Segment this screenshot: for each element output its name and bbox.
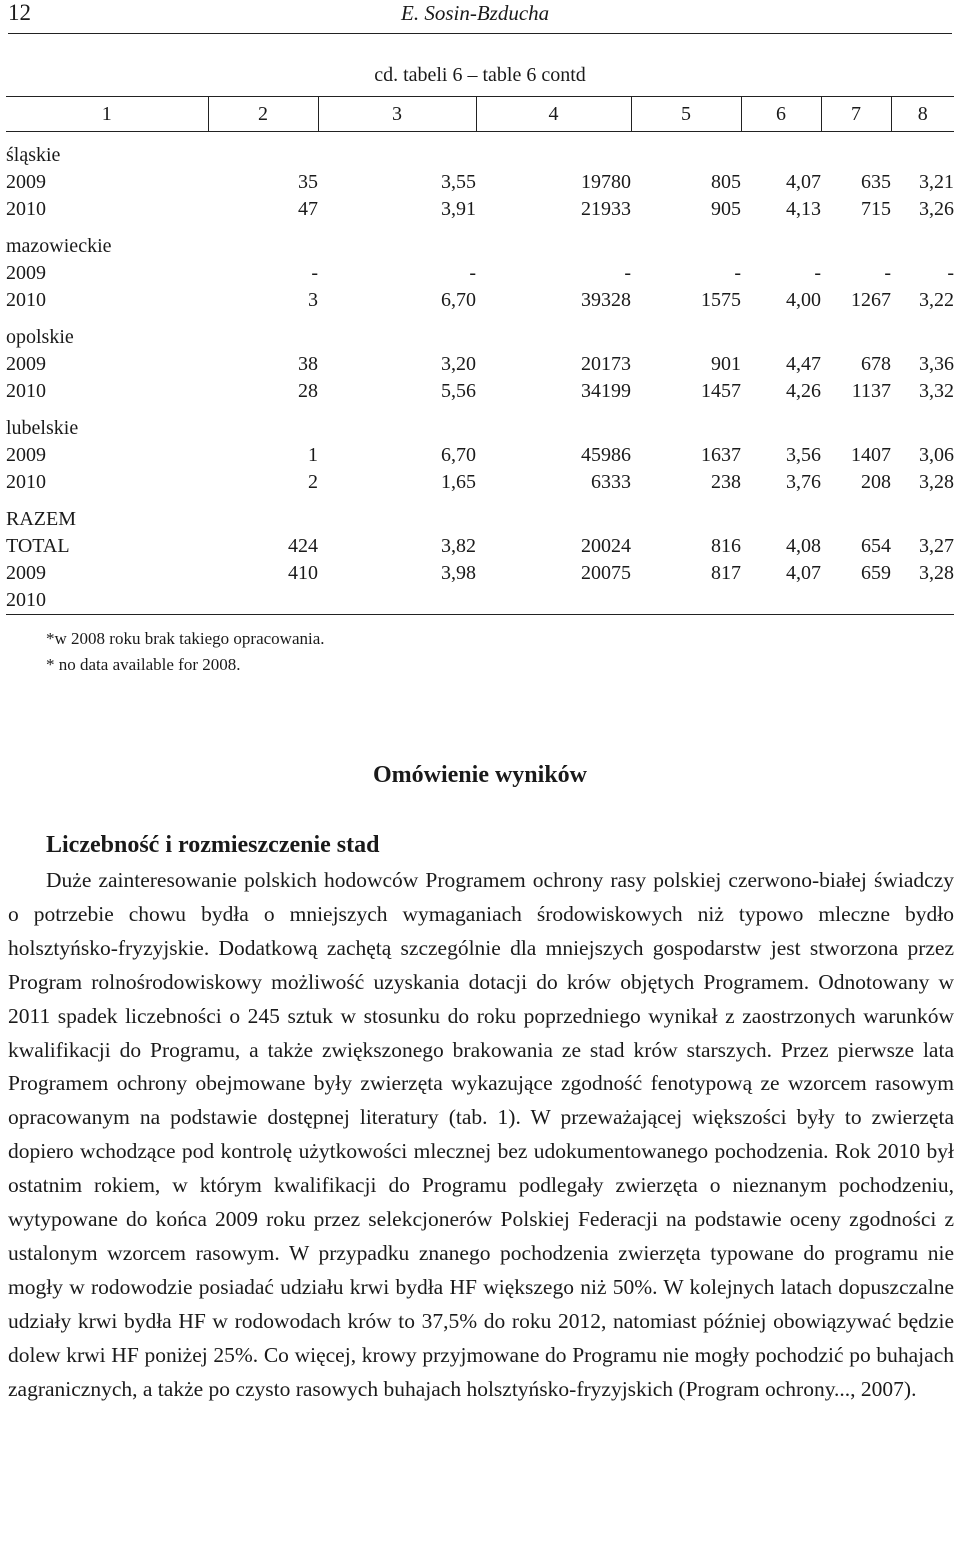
group-label-row (6, 132, 954, 170)
cell: 19780 (581, 171, 631, 193)
column-header: 3 (318, 97, 476, 132)
year-cell: 2010 (6, 289, 46, 311)
subsection-title: Liczebność i rozmieszczenie stad (46, 832, 380, 858)
page-header (8, 0, 952, 32)
table-row (6, 469, 954, 496)
cell: 28 (298, 380, 318, 402)
year-cell: 2009 (6, 262, 46, 284)
cell: - (734, 262, 741, 284)
running-head: E. Sosin-Bzducha (401, 1, 550, 25)
cell: 6,70 (441, 289, 476, 311)
cell: 35 (298, 171, 318, 193)
cell: 20075 (581, 562, 631, 584)
year-cell: 2009 (6, 171, 46, 193)
table-row (6, 533, 954, 560)
cell: 47 (298, 198, 318, 220)
table-row (6, 560, 954, 587)
cell: 34199 (581, 380, 631, 402)
cell: - (884, 262, 891, 284)
cell: 3,20 (441, 353, 476, 375)
total-label: TOTAL (6, 535, 70, 557)
cell: 45986 (581, 444, 631, 466)
table-header-row (6, 97, 954, 132)
column-header: 5 (631, 97, 741, 132)
year-cell: 2010 (6, 589, 46, 611)
table-row (6, 587, 954, 615)
column-header: 4 (476, 97, 631, 132)
cell: 3,28 (919, 471, 954, 493)
cell: 3,98 (441, 562, 476, 584)
cell: 3,28 (919, 562, 954, 584)
cell: - (311, 262, 318, 284)
group-label-row (6, 223, 954, 260)
cell: 3,76 (786, 471, 821, 493)
cell: 3,55 (441, 171, 476, 193)
cell: 3,27 (919, 535, 954, 557)
cell: 4,13 (786, 198, 821, 220)
cell: 3,32 (919, 380, 954, 402)
cell: - (947, 262, 954, 284)
cell: 905 (711, 198, 741, 220)
cell: 208 (861, 471, 891, 493)
column-header: 1 (6, 97, 208, 132)
cell: 3,21 (919, 171, 954, 193)
cell: - (814, 262, 821, 284)
table-row (6, 169, 954, 196)
cell: 4,08 (786, 535, 821, 557)
footnote: * no data available for 2008. (46, 655, 241, 674)
cell: 1575 (701, 289, 741, 311)
cell: 805 (711, 171, 741, 193)
total-label-row (6, 496, 954, 533)
cell: 4,00 (786, 289, 821, 311)
cell: 4,07 (786, 171, 821, 193)
cell: 4,07 (786, 562, 821, 584)
cell: 654 (861, 535, 891, 557)
cell: 816 (711, 535, 741, 557)
group-label: opolskie (6, 326, 74, 348)
group-label: mazowieckie (6, 235, 112, 257)
cell: 238 (711, 471, 741, 493)
section-title: Omówienie wyników (372, 762, 587, 788)
cell: - (469, 262, 476, 284)
data-table (6, 96, 954, 615)
cell: 39328 (581, 289, 631, 311)
column-header: 8 (891, 97, 954, 132)
cell: 3,36 (919, 353, 954, 375)
cell: 3 (308, 289, 318, 311)
cell: 817 (711, 562, 741, 584)
header-rule (8, 33, 952, 34)
cell: 4,26 (786, 380, 821, 402)
cell: 1407 (851, 444, 891, 466)
group-label: śląskie (6, 144, 61, 166)
total-label: RAZEM (6, 508, 76, 530)
cell: 1457 (701, 380, 741, 402)
year-cell: 2009 (6, 444, 46, 466)
cell: 410 (288, 562, 318, 584)
group-label: lubelskie (6, 417, 79, 439)
table-row (6, 378, 954, 405)
table-row (6, 260, 954, 287)
table-row (6, 351, 954, 378)
cell: 901 (711, 353, 741, 375)
cell: 3,56 (786, 444, 821, 466)
cell: 21933 (581, 198, 631, 220)
cell: 1637 (701, 444, 741, 466)
table-row (6, 287, 954, 314)
group-label-row (6, 314, 954, 351)
cell: 5,56 (441, 380, 476, 402)
cell: 20173 (581, 353, 631, 375)
cell: 1267 (851, 289, 891, 311)
cell: 424 (288, 535, 318, 557)
cell: 3,26 (919, 198, 954, 220)
table-bottom-rule (6, 615, 954, 616)
year-cell: 2010 (6, 198, 46, 220)
table-footnotes (46, 626, 325, 678)
column-header: 2 (208, 97, 318, 132)
cell: 6333 (591, 471, 631, 493)
year-cell: 2010 (6, 380, 46, 402)
cell: 635 (861, 171, 891, 193)
cell: 3,82 (441, 535, 476, 557)
footnote: *w 2008 roku brak takiego opracowania. (46, 629, 325, 648)
page-number: 12 (8, 0, 31, 25)
cell: 659 (861, 562, 891, 584)
column-header: 7 (821, 97, 891, 132)
cell: 3,06 (919, 444, 954, 466)
year-cell: 2009 (6, 562, 46, 584)
cell: 3,91 (441, 198, 476, 220)
year-cell: 2010 (6, 471, 46, 493)
table-row (6, 196, 954, 223)
body-paragraph: Duże zainteresowanie polskich hodowców Programem ochrony rasy polskiej czerwono-białej świadczy o potrzebie chowu bydła o mniejszych wymaganiach środowiskowych niż typowo mleczne bydło holsztyńsko-fryzyjskie. Dodatkową zachętą szczególnie dla mniejszych gospodarstw jest stworzona przez Program rolnośrodowiskowy możliwość uzyskania dotacji do krów objętych Programem. Odnotowany w 2011 spadek liczebności o 245 sztuk w stosunku do roku poprzedniego wynikał z zaostrzonych warunków kwalifikacji do Programu, a także zwiększonego brakowania ze stad krów starszych. Przez pierwsze lata Programem ochrony obejmowane były zwierzęta wykazujące zgodność fenotypową ze wzorcem rasowym opracowanym na podstawie dostępnej literatury (tab. 1). W przeważającej większości były to zwierzęta dopiero wchodzące pod kontrolę użytkowości mlecznej bez udokumentowanego pochodzenia. Rok 2010 był ostatnim rokiem, w którym kwalifikacji do Programu podlegały zwierzęta o nieznanym pochodzeniu, wytypowane do końca 2009 roku przez selekcjonerów Polskiej Federacji na podstawie oceny zgodności z ustalonym wzorcem rasowym. W przypadku znanego pochodzenia zwierzęta typowane do programu nie mogły w rodowodzie posiadać udziału krwi bydła HF większego niż 50%. W kolejnych latach dopuszczalne udziały krwi bydła HF w rodowodach krów to 37,5% do roku 2012, natomiast później obowiązywać będzie dolew krwi HF poniżej 25%. Co więcej, krowy przyjmowane do Programu nie mogły pochodzić po buhajach zagranicznych, a także po czysto rasowych buhajach holsztyńsko-fryzyjskich (Program ochrony..., 2007). (8, 868, 954, 1401)
cell: 38 (298, 353, 318, 375)
cell: 1,65 (441, 471, 476, 493)
group-label-row (6, 405, 954, 442)
table-row (6, 442, 954, 469)
cell: 1 (308, 444, 318, 466)
cell: 715 (861, 198, 891, 220)
cell: 678 (861, 353, 891, 375)
cell: 4,47 (786, 353, 821, 375)
cell: 2 (308, 471, 318, 493)
table-caption: cd. tabeli 6 – table 6 contd (374, 64, 586, 86)
column-header: 6 (741, 97, 821, 132)
cell: 20024 (581, 535, 631, 557)
cell: 6,70 (441, 444, 476, 466)
year-cell: 2009 (6, 353, 46, 375)
table-body (6, 132, 954, 615)
cell: - (624, 262, 631, 284)
cell: 3,22 (919, 289, 954, 311)
cell: 1137 (851, 380, 891, 402)
